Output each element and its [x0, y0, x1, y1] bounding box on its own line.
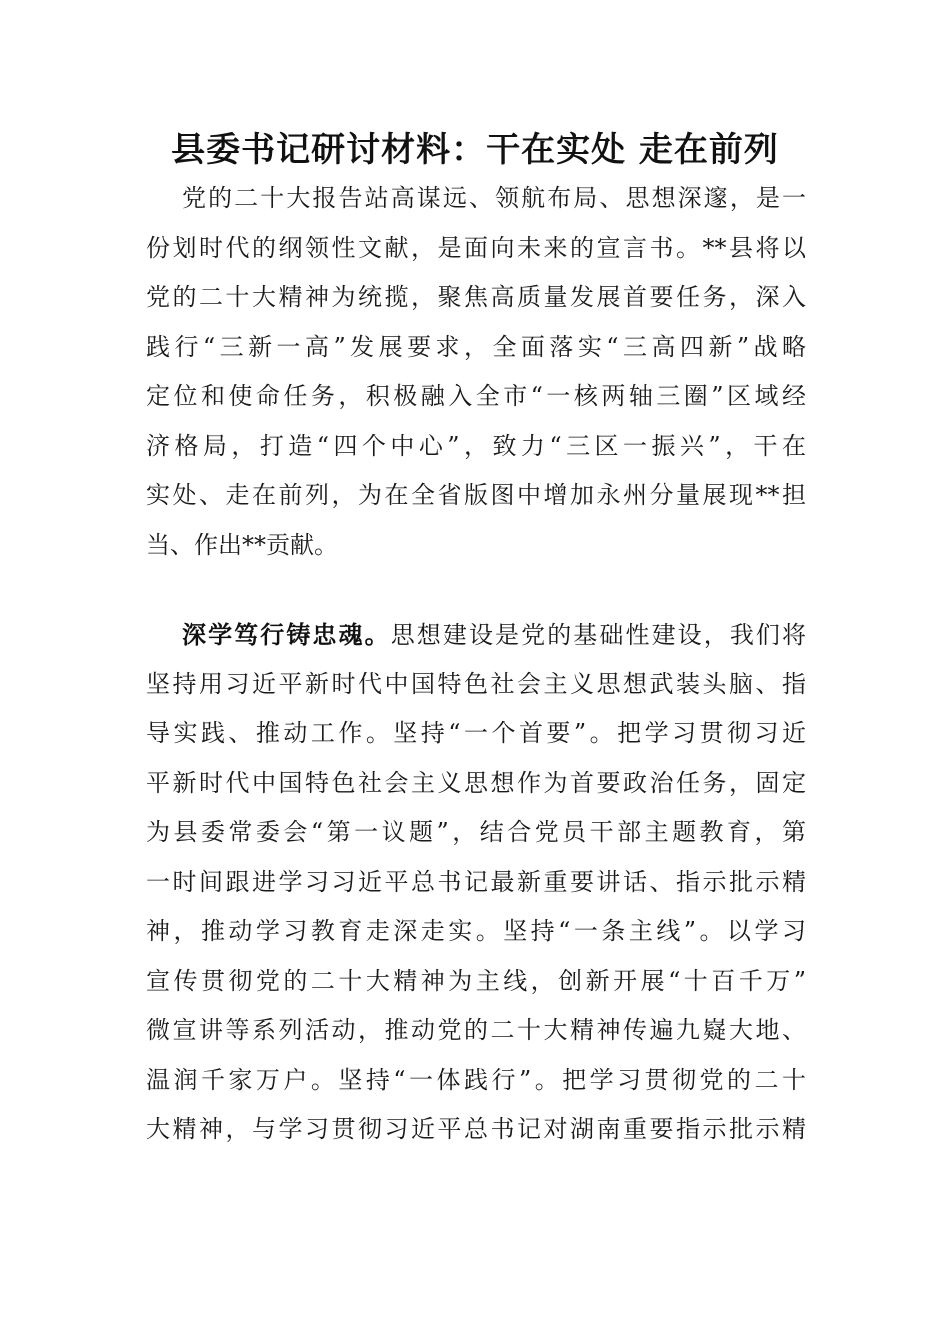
paragraph-line: 当、作出**贡献。	[146, 530, 338, 559]
paragraph-line: 一时间跟进学习习近平总书记最新重要讲话、指示批示精	[146, 867, 806, 896]
document-title: 县委书记研讨材料：干在实处 走在前列	[171, 130, 779, 170]
paragraph-line: 神，推动学习教育走深走实。坚持“一条主线”。以学习	[146, 917, 806, 945]
paragraph-intro	[146, 174, 806, 570]
paragraph-line: 宣传贯彻党的二十大精神为主线，创新开展“十百千万”	[146, 966, 806, 995]
paragraph-line: 份划时代的纲领性文献，是面向未来的宣言书。**县将以	[146, 233, 806, 262]
paragraph-line: 践行“三新一高”发展要求，全面落实“三高四新”战略	[146, 332, 806, 361]
paragraph-line-rest: 思想建设是党的基础性建设，我们将	[390, 621, 806, 649]
paragraph-line: 党的二十大报告站高谋远、领航布局、思想深邃，是一	[182, 184, 806, 212]
paragraph-section-1	[146, 610, 806, 1155]
paragraph-line: 导实践、推动工作。坚持“一个首要”。把学习贯彻习近	[146, 719, 806, 747]
paragraph-line: 坚持用习近平新时代中国特色社会主义思想武装头脑、指	[146, 669, 806, 698]
section-heading: 深学笃行铸忠魂。	[182, 620, 391, 649]
paragraph-line: 党的二十大精神为统揽，聚焦高质量发展首要任务，深入	[146, 283, 806, 311]
paragraph-line: 平新时代中国特色社会主义思想作为首要政治任务，固定	[146, 768, 806, 797]
paragraph-line: 微宣讲等系列活动，推动党的二十大精神传遍九嶷大地、	[146, 1016, 806, 1044]
paragraph-line: 定位和使命任务，积极融入全市“一核两轴三圈”区域经	[146, 382, 806, 410]
paragraph-line: 温润千家万户。坚持“一体践行”。把学习贯彻党的二十	[146, 1065, 806, 1094]
paragraph-line: 济格局，打造“四个中心”，致力“三区一振兴”，干在	[146, 431, 806, 460]
paragraph-line: 为县委常委会“第一议题”，结合党员干部主题教育，第	[146, 818, 806, 846]
paragraph-first-line	[146, 610, 806, 660]
paragraph-line: 实处、走在前列，为在全省版图中增加永州分量展现**担	[146, 481, 806, 509]
paragraph-line: 大精神，与学习贯彻习近平总书记对湖南重要指示批示精	[146, 1115, 806, 1143]
